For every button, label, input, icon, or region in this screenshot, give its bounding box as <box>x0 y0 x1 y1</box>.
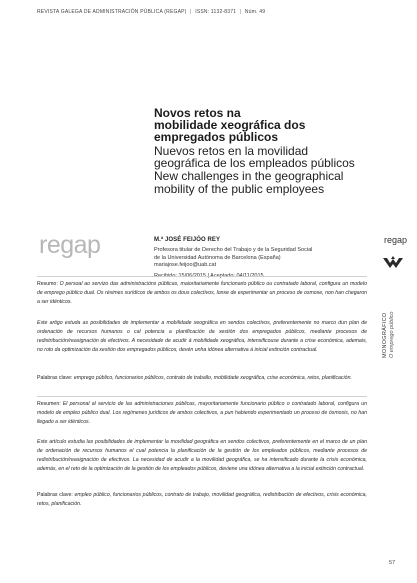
affiliation-line: Profesora titular de Derecho del Trabajo y de la Seguridad Social <box>154 247 313 253</box>
journal-name: REVISTA GALEGA DE ADMINISTRACIÓN PÚBLICA (REGAP) <box>37 9 187 15</box>
abstract-spanish-body: Este artículo estudia las posibilidades de implementar la movilidad geográfica en sendos colectivos, preferentemente en el marco de un plan de ordenación de recursos humanos el cual potencia la planificación de la gestión de los empleados públicos, mediante procesos de redistribución/reasignación de efectivos. La necesidad de acudir a la movilidad geográfica, se ha intensificado durante la crisis económica, además, en el reto de la optimización de la gestión de los empleados públicos, deviene una idónea alternativa a la inicial extinción contractual. <box>37 439 367 472</box>
received-accepted-dates: Recibido: 15/06/2015 | Aceptado: 04/11/2015 <box>154 272 264 279</box>
keywords-text: empleo público, funcionarios públicos, contrato de trabajo, movilidad geográfica, redistribución de efectivos, crisis económica, retos, planificación. <box>37 492 367 507</box>
title-galician-line: empregados públicos <box>154 130 279 144</box>
separator: | <box>190 9 192 15</box>
title-spanish <box>154 145 394 169</box>
abstract-text: O persoal ao servizo das administracións públicas, maioritariamente funcionario público ou contratado laboral, configura un modelo de emprego público dual. Os réximes xurídicos de ambos os dous colectivos, lonxe de experimentar un proceso de osmose, non han chegaron a ser idénticos. <box>37 281 367 305</box>
abstract-galician-body: Este artigo estuda as posibilidades de implementar a mobilidade xeográfica en sendos colectivos, preferentemente no marco dun plan de ordenación de recursos humanos o cal potencia a planificación da xestión dos empregados públicos, mediante procesos de redistribución/reasignación de efectivos. A necesidade de acudir á mobilidade xeográfica, intensificouse durante a crise económica, ademais, no roto da optimización da xestión dos empregados públicos, devén unha idónea alternativa á inicial extinción contractual. <box>37 320 367 353</box>
section-label-topic: O emprego público <box>389 311 395 358</box>
title-spanish-line: Nuevos retos en la movilidad <box>154 144 309 158</box>
title-spanish-line: geográfica de los empleados públicos <box>154 156 355 171</box>
issue-number: Núm. 49 <box>244 9 266 15</box>
keywords-text: emprego público, funcionarios públicos, contrato de traballo, mobilidade xeográfica, crise económica, retos, planificación. <box>73 375 352 381</box>
author-affiliation <box>154 247 369 270</box>
keywords-spanish <box>37 491 367 509</box>
title-galician <box>154 107 394 143</box>
section-label-monographic: MONOGRÁFICO <box>382 312 388 358</box>
title-english-line: New challenges in the geographical <box>154 169 344 184</box>
keywords-label: Palabras clave: <box>37 375 73 381</box>
issn: ISSN: 1132-8371 <box>195 9 237 15</box>
title-english <box>154 170 394 194</box>
section-label-vertical <box>382 278 402 368</box>
title-galician-line: Novos retos na <box>154 106 241 120</box>
keywords-label: Palabras clave: <box>37 492 73 498</box>
affiliation-line: de la Universidad Autónoma de Barcelona (España) <box>154 254 281 261</box>
divider <box>37 276 367 277</box>
title-block <box>154 107 394 195</box>
abstract-text: El personal al servicio de las administraciones públicas, mayoritariamente funcionario público o contratado laboral, configura un modelo de empleo público dual. Los regímenes jurídicos de ambos colectivos, a pun habiendo experimentado un proceso de ósmosis, no han llegado a ser idénticos. <box>37 401 367 425</box>
author-email: mariajose.feijoo@uab.cat <box>154 262 217 268</box>
running-head <box>37 9 265 15</box>
separator: | <box>239 9 242 15</box>
author-name: M.ª JOSÉ FEIJÓO REY <box>154 237 221 243</box>
page-number: 57 <box>389 560 396 566</box>
regap-logo-small: regap <box>384 235 408 245</box>
regap-logo-large: regap <box>39 231 101 259</box>
xunta-emblem-icon <box>381 255 405 271</box>
abstract-spanish <box>37 400 367 427</box>
author-block <box>154 237 369 279</box>
abstract-label: Resumo: <box>37 281 58 287</box>
abstract-galician <box>37 280 367 307</box>
keywords-galician <box>37 374 367 383</box>
title-galician-line: mobilidade xeográfica dos <box>154 118 306 132</box>
abstract-label: Resumen: <box>37 401 61 407</box>
divider <box>37 396 367 397</box>
title-english-line: mobility of the public employees <box>154 181 325 196</box>
